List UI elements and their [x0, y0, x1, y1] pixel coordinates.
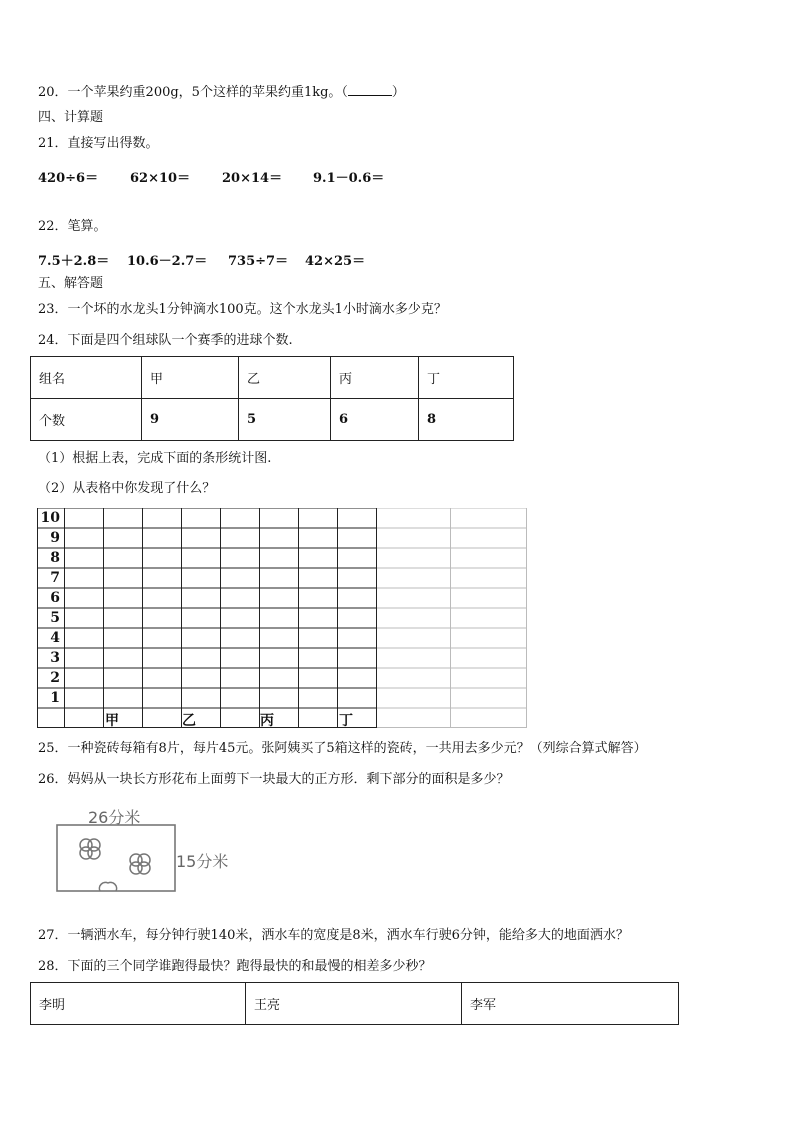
calc-item: 62×10＝ — [130, 171, 191, 186]
table-row — [31, 357, 514, 399]
section-5-heading: 五、解答题 — [38, 276, 104, 291]
calc-item: 20×14＝ — [222, 171, 283, 186]
table-cell: 王亮 — [246, 983, 462, 1025]
table-cell: 组名 — [31, 357, 142, 399]
flower-icon — [99, 882, 116, 891]
y-tick-label: 3 — [50, 650, 60, 666]
x-tick-label: 丙 — [260, 713, 274, 729]
bar-chart-grid[interactable] — [37, 508, 527, 728]
table-row — [31, 983, 679, 1025]
y-tick-label: 8 — [50, 550, 60, 566]
question-25: 25．一种瓷砖每箱有8片，每片45元。张阿姨买了5箱这样的瓷砖，一共用去多少元？（列综合算式解答） — [38, 741, 647, 756]
y-tick-label: 7 — [50, 570, 60, 586]
question-24-sub1: （1）根据上表，完成下面的条形统计图. — [38, 451, 272, 466]
table-row — [31, 399, 514, 441]
y-tick-label: 5 — [50, 610, 60, 626]
table-cell: 丁 — [419, 357, 514, 399]
goals-table — [30, 356, 514, 441]
table-cell: 6 — [331, 399, 419, 441]
table-cell: 8 — [419, 399, 514, 441]
table-cell: 9 — [142, 399, 239, 441]
calc-item: 10.6－2.7＝ — [127, 254, 208, 269]
y-tick-label: 6 — [50, 590, 60, 606]
calc-item: 735÷7＝ — [228, 254, 289, 269]
question-23: 23．一个坏的水龙头1分钟滴水100克。这个水龙头1小时滴水多少克？ — [38, 302, 447, 317]
question-20: 20．一个苹果约重200g，5个这样的苹果约重1kg。（ ） — [38, 85, 405, 100]
table-cell: 李明 — [31, 983, 246, 1025]
runners-table — [30, 982, 679, 1025]
table-cell: 5 — [239, 399, 331, 441]
x-tick-label: 丁 — [339, 713, 353, 729]
flower-icon — [130, 854, 150, 874]
y-tick-label: 9 — [50, 530, 60, 546]
question-21: 21．直接写出得数。 — [38, 136, 159, 151]
table-cell: 甲 — [142, 357, 239, 399]
question-26: 26．妈妈从一块长方形花布上面剪下一块最大的正方形．剩下部分的面积是多少？ — [38, 772, 510, 787]
y-tick-label: 2 — [50, 670, 60, 686]
flower-icon — [80, 839, 100, 859]
table-cell: 乙 — [239, 357, 331, 399]
table-cell: 李军 — [462, 983, 679, 1025]
y-tick-label: 4 — [50, 630, 60, 646]
question-24-sub2: （2）从表格中你发现了什么？ — [38, 481, 216, 496]
y-tick-label: 1 — [50, 690, 60, 706]
calc-item: 9.1－0.6＝ — [313, 171, 385, 186]
calc-item: 42×25＝ — [305, 254, 366, 269]
cloth-figure — [50, 805, 240, 895]
table-cell: 丙 — [331, 357, 419, 399]
x-tick-label: 乙 — [182, 713, 196, 729]
question-28: 28．下面的三个同学谁跑得最快？跑得最快的和最慢的相差多少秒？ — [38, 959, 432, 974]
calc-item: 7.5＋2.8＝ — [38, 254, 110, 269]
y-tick-label: 10 — [40, 510, 60, 526]
section-4-heading: 四、计算题 — [38, 110, 104, 125]
question-22: 22．笔算。 — [38, 219, 107, 234]
answer-blank[interactable] — [348, 83, 392, 96]
question-27: 27．一辆洒水车，每分钟行驶140米，洒水车的宽度是8米，洒水车行驶6分钟，能给多大的地面洒水？ — [38, 928, 629, 943]
x-tick-label: 甲 — [105, 713, 119, 729]
question-24: 24．下面是四个组球队一个赛季的进球个数. — [38, 333, 293, 348]
table-cell: 个数 — [31, 399, 142, 441]
width-label: 26分米 — [88, 808, 141, 827]
height-label: 15分米 — [176, 852, 229, 871]
calc-item: 420÷6＝ — [38, 171, 99, 186]
grid-svg — [37, 508, 527, 728]
